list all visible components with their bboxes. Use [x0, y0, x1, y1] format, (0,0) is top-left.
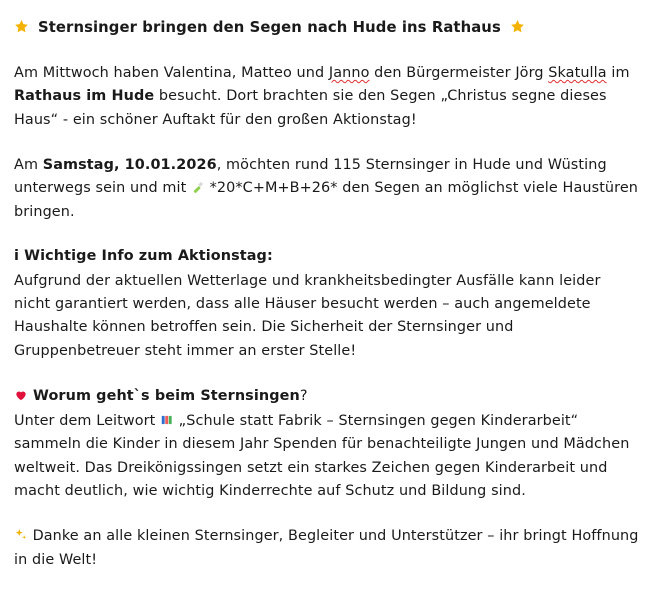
info-section-heading — [14, 246, 640, 268]
page-title — [14, 16, 640, 40]
chalk-icon — [191, 180, 210, 196]
heart-icon — [14, 388, 33, 404]
paragraph-rathaus-visit — [14, 62, 640, 132]
topic-body-part1: Unter dem Leitwort — [14, 412, 161, 429]
sparkles-icon — [14, 528, 33, 544]
info-marker: i — [14, 247, 20, 264]
topic-heading-text: Worum geht`s beim Sternsingen — [32, 387, 300, 404]
p2-part3: *20*C+M+B+26* den Segen an möglichst viele Haustüren bringen. — [14, 180, 639, 220]
topic-heading-question-mark: ? — [299, 387, 308, 404]
topic-body-part2: „Schule statt Fabrik – Sternsingen gegen Kinderarbeit“ sammeln die Kinder in diesem Jahr Spenden für benachteiligte Jungen und Mädchen weltweit. Das Dreikönigssingen setzt ein starkes Zeichen gegen Kinderarbeit und macht deutlich, wie wichtig Kinderrechte auf Schutz und Bildung sind. — [14, 412, 630, 499]
p1-bold-rathaus: Rathaus im Hude — [14, 88, 155, 105]
paragraph-aktionstag-date — [14, 154, 640, 224]
p2-part1: Am — [14, 156, 43, 173]
p1-part1: Am Mittwoch haben Valentina, Matteo und — [14, 64, 329, 81]
info-heading-text: Wichtige Info zum Aktionstag — [24, 247, 267, 264]
star-icon — [14, 20, 34, 36]
thanks-text: Danke an alle kleinen Sternsinger, Begleiter und Unterstützer – ihr bringt Hoffnung in die Welt! — [14, 528, 639, 568]
p1-part4: besucht. Dort brachten sie den Segen „Christus segne dieses Haus“ - ein schöner Auftakt für den großen Aktionstag! — [14, 88, 607, 128]
p1-misspelled-skatulla: Skatulla — [548, 64, 607, 81]
thanks-paragraph — [14, 525, 640, 572]
page-title-text: Sternsinger bringen den Segen nach Hude ins Rathaus — [37, 19, 501, 36]
topic-section — [14, 385, 640, 503]
info-section-body: Aufgrund der aktuellen Wetterlage und krankheitsbedingter Ausfälle kann leider nicht garantiert werden, dass alle Häuser besucht werden – auch angemeldete Haushalte können betroffen sein. Die Sicherheit der Sternsinger und Gruppenbetreuer steht immer an erster Stelle! — [14, 272, 601, 359]
p2-bold-date: Samstag, 10.01.2026 — [42, 156, 217, 173]
info-section — [14, 246, 640, 363]
topic-section-body — [14, 410, 640, 503]
p1-misspelled-janno: Janno — [328, 64, 370, 81]
star-icon — [510, 20, 525, 36]
p2-part2: , möchten rund 115 Sternsinger in Hude und Wüsting unterwegs sein und mit — [14, 156, 607, 197]
info-heading-colon: : — [266, 247, 273, 264]
p1-part3: im — [606, 64, 630, 81]
topic-section-heading — [14, 385, 640, 408]
p1-part2: den Bürgermeister Jörg — [369, 64, 549, 81]
books-icon — [160, 413, 179, 429]
